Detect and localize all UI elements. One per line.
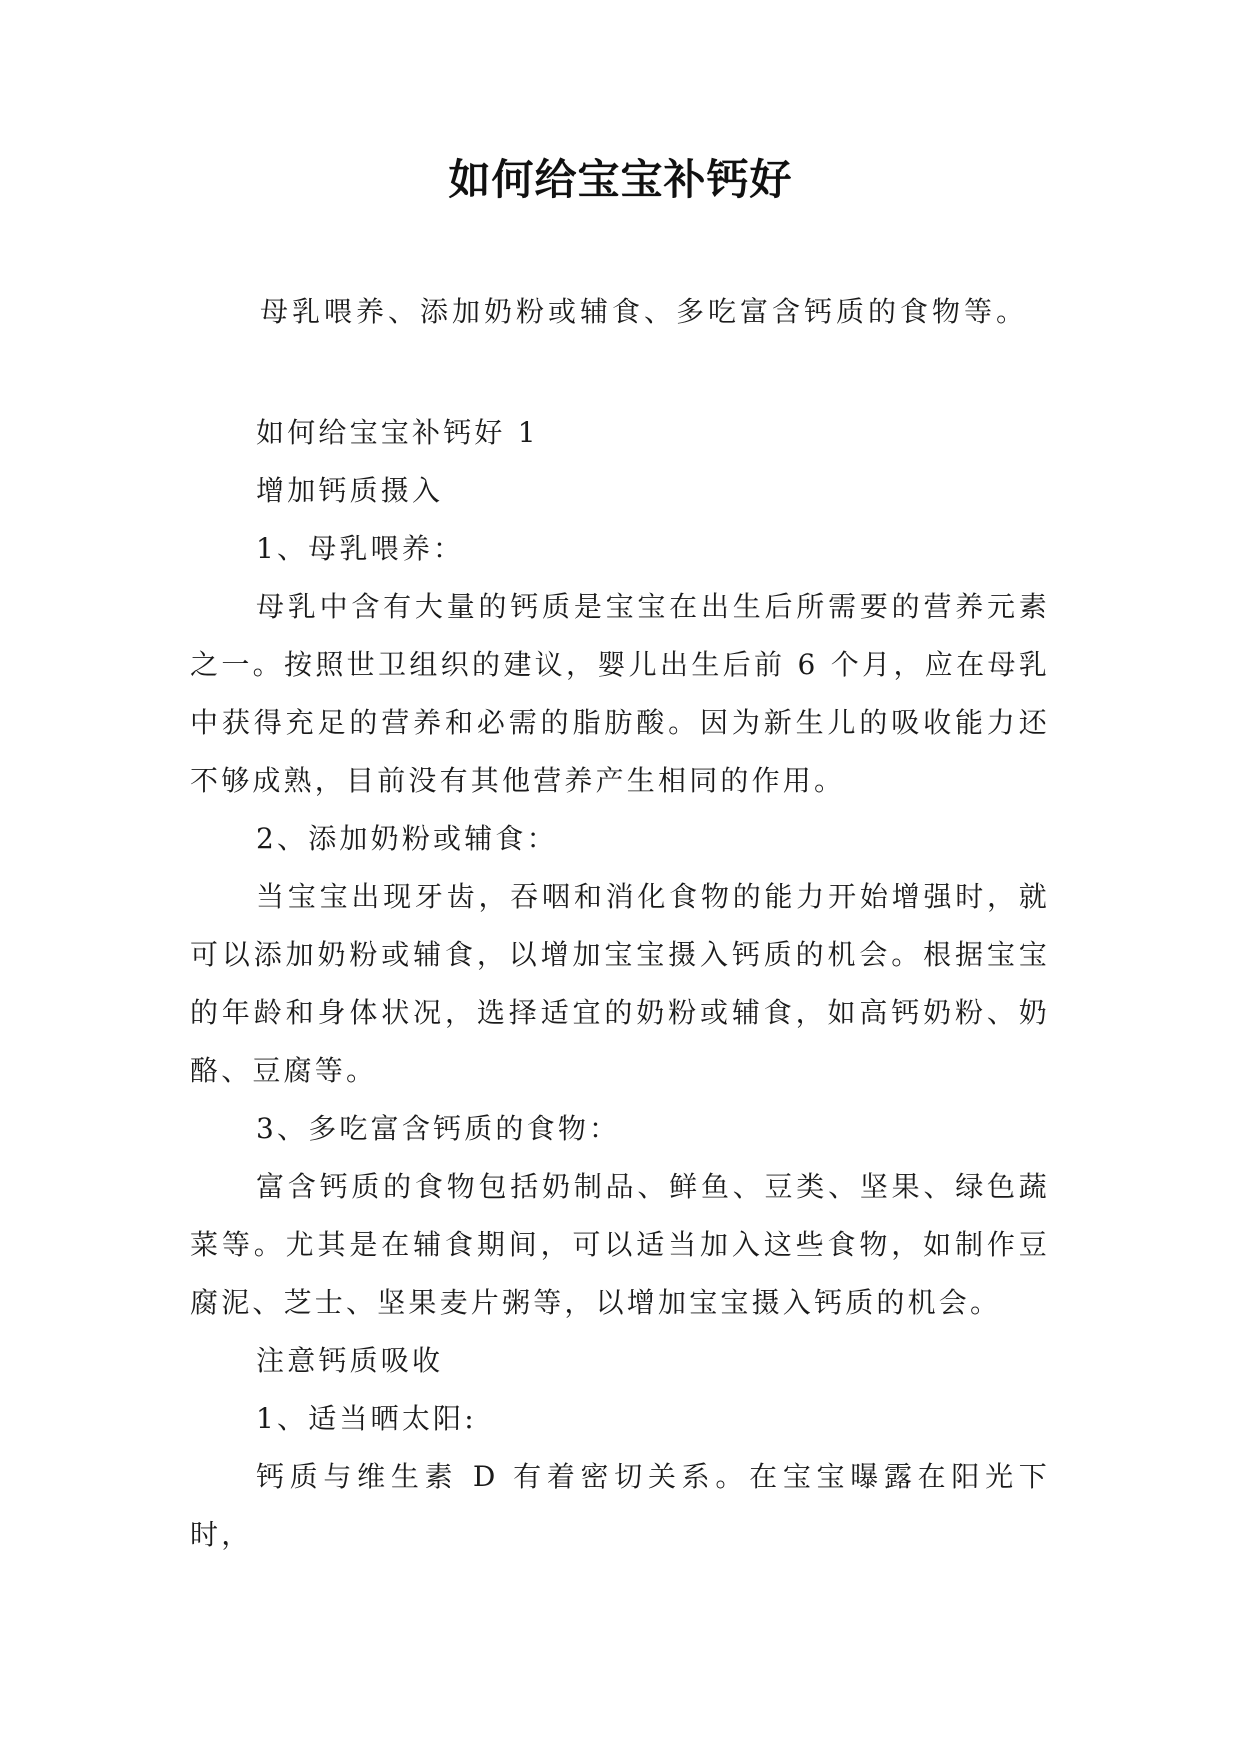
document-body	[190, 404, 1050, 1564]
item-text-breastfeeding: 母乳中含有大量的钙质是宝宝在出生后所需要的营养元素之一。按照世卫组织的建议，婴儿出生后前 6 个月，应在母乳中获得充足的营养和必需的脂肪酸。因为新生儿的吸收能力还不够成熟，目前没有其他营养产生相同的作用。	[190, 590, 1050, 797]
item-text-formula: 当宝宝出现牙齿，吞咽和消化食物的能力开始增强时，就可以添加奶粉或辅食，以增加宝宝摄入钙质的机会。根据宝宝的年龄和身体状况，选择适宜的奶粉或辅食，如高钙奶粉、奶酪、豆腐等。	[190, 880, 1050, 1087]
item-label-formula: 2、添加奶粉或辅食：	[256, 822, 558, 855]
item-label-calcium-foods: 3、多吃富含钙质的食物：	[256, 1112, 621, 1145]
summary-paragraph: 母乳喂养、添加奶粉或辅食、多吃富含钙质的食物等。	[260, 295, 1029, 328]
item-label-breastfeeding: 1、母乳喂养：	[256, 532, 465, 565]
section-heading: 如何给宝宝补钙好 1	[256, 416, 539, 449]
document-title: 如何给宝宝补钙好	[448, 155, 793, 204]
item-text-calcium-foods: 富含钙质的食物包括奶制品、鲜鱼、豆类、坚果、绿色蔬菜等。尤其是在辅食期间，可以适当加入这些食物，如制作豆腐泥、芝士、坚果麦片粥等，以增加宝宝摄入钙质的机会。	[190, 1170, 1050, 1319]
section-subheading-absorption: 注意钙质吸收	[256, 1344, 444, 1377]
item-text-sunlight: 钙质与维生素 D 有着密切关系。在宝宝曝露在阳光下时，	[190, 1460, 1050, 1551]
section-subheading-increase-calcium: 增加钙质摄入	[256, 474, 444, 507]
item-label-sunlight: 1、适当晒太阳:	[256, 1402, 477, 1435]
